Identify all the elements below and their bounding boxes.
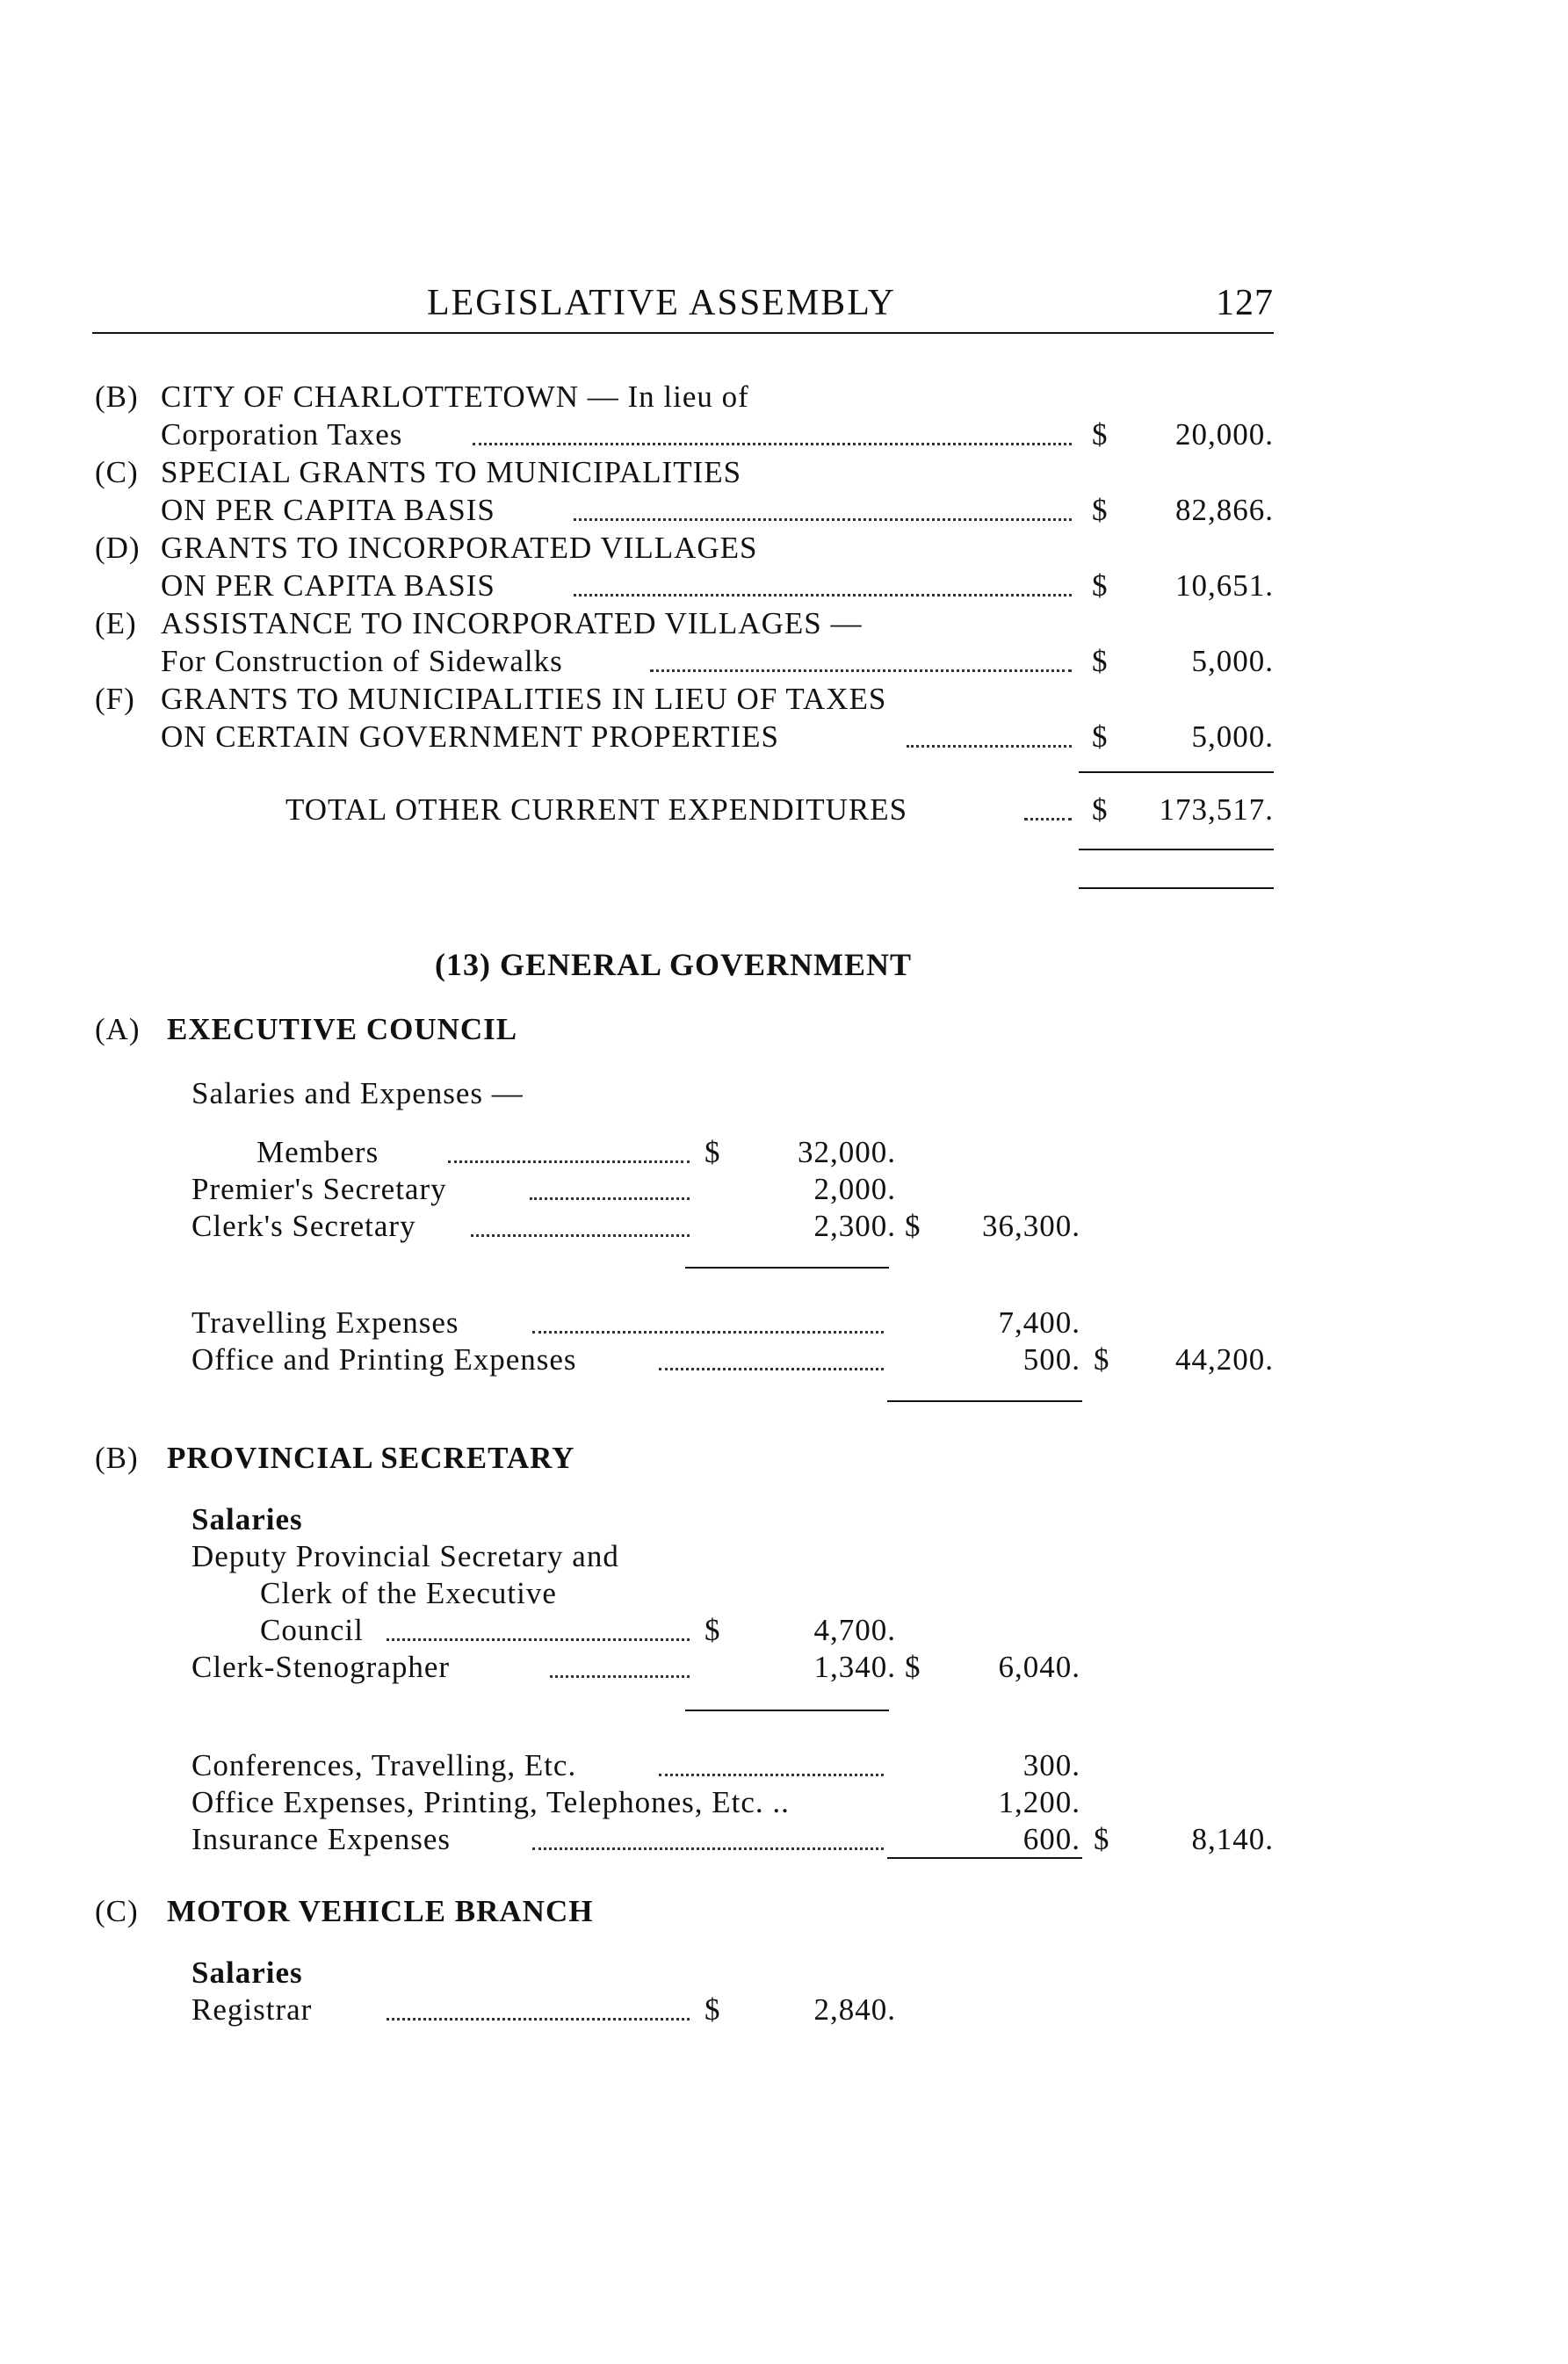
total-rule-top	[1079, 771, 1274, 773]
total-amount: 173,517.	[1159, 792, 1274, 827]
item-line1: GRANTS TO MUNICIPALITIES IN LIEU OF TAXES	[161, 682, 887, 716]
line-amount: 4,700.	[813, 1613, 896, 1647]
line-label: Premier's Secretary	[191, 1172, 447, 1206]
line-amount: 2,840.	[813, 1992, 896, 2027]
dot-leader	[659, 1774, 884, 1776]
dot-leader	[471, 1234, 690, 1237]
line-label: Travelling Expenses	[191, 1305, 459, 1340]
dollar-sign: $	[705, 1135, 721, 1169]
subheading: Salaries	[191, 1956, 303, 1990]
item-line1: SPECIAL GRANTS TO MUNICIPALITIES	[161, 455, 742, 489]
subtotal-rule	[887, 1857, 1082, 1859]
line-label: Office Expenses, Printing, Telephones, Etc. ..	[191, 1785, 790, 1819]
subtotal-rule	[685, 1267, 889, 1269]
line-label: Council	[260, 1613, 364, 1647]
section-letter: (C)	[95, 1894, 139, 1928]
dollar-sign: $	[705, 1613, 721, 1647]
dollar-sign: $	[705, 1992, 721, 2027]
dot-leader	[574, 518, 1072, 521]
line-label: Members	[257, 1135, 379, 1169]
total-rule-double	[1079, 849, 1274, 850]
subheading: Salaries	[191, 1502, 303, 1536]
line-label: Clerk of the Executive	[260, 1576, 557, 1610]
dot-leader	[387, 2018, 690, 2021]
page-number: 127	[1216, 283, 1274, 323]
section-title: MOTOR VEHICLE BRANCH	[167, 1894, 594, 1928]
item-letter: (E)	[95, 606, 137, 640]
item-line1: ASSISTANCE TO INCORPORATED VILLAGES —	[161, 606, 863, 640]
dot-leader	[1024, 818, 1072, 821]
dollar-sign: $	[1092, 719, 1109, 754]
dot-leader	[448, 1160, 690, 1163]
dollar-sign: $	[1092, 493, 1109, 527]
item-letter: (F)	[95, 682, 135, 716]
item-letter: (D)	[95, 531, 141, 565]
dot-leader	[550, 1675, 690, 1678]
section-title: PROVINCIAL SECRETARY	[167, 1441, 575, 1475]
dollar-sign: $	[1092, 417, 1109, 452]
section-letter: (B)	[95, 1441, 139, 1475]
item-line2: ON PER CAPITA BASIS	[161, 568, 495, 603]
item-line2: ON CERTAIN GOVERNMENT PROPERTIES	[161, 719, 779, 754]
total-amount: 44,200.	[1175, 1342, 1274, 1377]
section-heading: (13) GENERAL GOVERNMENT	[435, 947, 913, 982]
subtotal-amount: 36,300.	[982, 1209, 1080, 1243]
line-amount: 2,300.	[813, 1209, 896, 1243]
item-amount: 5,000.	[1191, 719, 1274, 754]
header-rule	[92, 332, 1274, 334]
line-amount: 7,400.	[998, 1305, 1080, 1340]
line-amount: 2,000.	[813, 1172, 896, 1206]
dot-leader	[473, 443, 1072, 445]
dot-leader	[574, 594, 1072, 596]
dot-leader	[650, 669, 1072, 672]
dollar-sign: $	[905, 1650, 921, 1684]
item-amount: 5,000.	[1191, 644, 1274, 678]
line-amount: 600.	[1022, 1822, 1080, 1856]
line-amount: 300.	[1022, 1748, 1080, 1782]
item-line2: For Construction of Sidewalks	[161, 644, 563, 678]
line-label: Insurance Expenses	[191, 1822, 451, 1856]
item-line2: ON PER CAPITA BASIS	[161, 493, 495, 527]
dollar-sign: $	[1094, 1342, 1110, 1377]
total-label: TOTAL OTHER CURRENT EXPENDITURES	[285, 792, 908, 827]
dollar-sign: $	[905, 1209, 921, 1243]
dot-leader	[907, 745, 1072, 748]
line-amount: 1,340.	[813, 1650, 896, 1684]
line-label: Registrar	[191, 1992, 313, 2027]
item-letter: (B)	[95, 380, 139, 414]
subtotal-rule	[685, 1710, 889, 1711]
total-rule-double	[1079, 887, 1274, 889]
item-amount: 82,866.	[1175, 493, 1274, 527]
subheading: Salaries and Expenses —	[191, 1076, 524, 1110]
section-title: EXECUTIVE COUNCIL	[167, 1012, 518, 1046]
total-amount: 8,140.	[1191, 1822, 1274, 1856]
dollar-sign: $	[1092, 568, 1109, 603]
item-letter: (C)	[95, 455, 139, 489]
subtotal-amount: 6,040.	[998, 1650, 1080, 1684]
line-label: Deputy Provincial Secretary and	[191, 1539, 619, 1573]
line-label: Conferences, Travelling, Etc.	[191, 1748, 577, 1782]
dollar-sign: $	[1092, 792, 1109, 827]
item-line1: CITY OF CHARLOTTETOWN — In lieu of	[161, 380, 749, 414]
item-line1: GRANTS TO INCORPORATED VILLAGES	[161, 531, 758, 565]
dot-leader	[530, 1197, 690, 1200]
item-amount: 10,651.	[1175, 568, 1274, 603]
line-amount: 1,200.	[998, 1785, 1080, 1819]
dollar-sign: $	[1092, 644, 1109, 678]
line-label: Office and Printing Expenses	[191, 1342, 577, 1377]
line-label: Clerk's Secretary	[191, 1209, 416, 1243]
item-line2: Corporation Taxes	[161, 417, 403, 452]
subtotal-rule	[887, 1400, 1082, 1402]
line-amount: 32,000.	[798, 1135, 896, 1169]
dot-leader	[659, 1368, 884, 1370]
item-amount: 20,000.	[1175, 417, 1274, 452]
dot-leader	[532, 1847, 884, 1850]
page-header-title: LEGISLATIVE ASSEMBLY	[427, 283, 896, 323]
line-label: Clerk-Stenographer	[191, 1650, 451, 1684]
dot-leader	[532, 1331, 884, 1334]
section-letter: (A)	[95, 1012, 141, 1046]
line-amount: 500.	[1022, 1342, 1080, 1377]
dollar-sign: $	[1094, 1822, 1110, 1856]
dot-leader	[387, 1638, 690, 1641]
